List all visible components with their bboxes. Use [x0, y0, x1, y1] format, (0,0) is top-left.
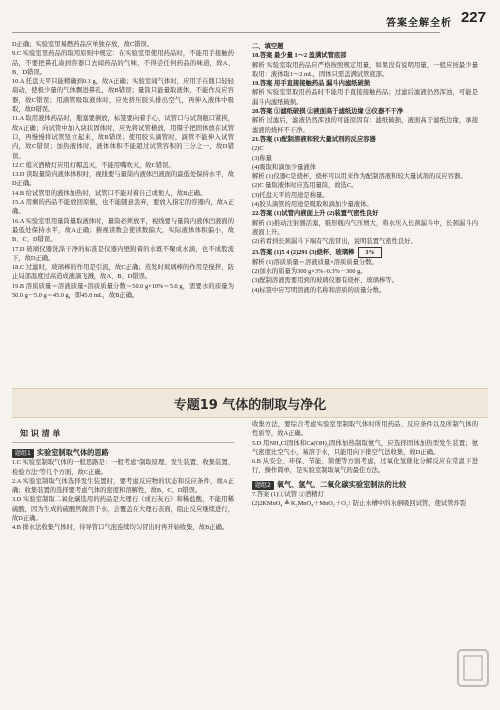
answer-line: (3)称量 — [252, 154, 272, 162]
section-heading: 二、填空题 — [252, 43, 284, 50]
topic-title: 氧气、氢气、二氧化碳实验室制法的比较 — [276, 479, 407, 489]
chapter-banner — [12, 388, 488, 418]
paragraph: 12.C 熄灭酒精灯应用灯帽盖灭，不能用嘴吹灭，故C错误。 — [12, 161, 175, 169]
analysis-line: (3)托盘天平的用途是称量。 — [252, 191, 329, 199]
paragraph: 3.D 实验室制取二氧化碳选用的药品是大理石（或石灰石）和稀盐酸，不能用稀硫酸，因为生成的硫酸钙微溶于水，会覆盖在大理石表面，阻止反应继续进行，故D正确。 — [12, 496, 234, 523]
paragraph: 9.C 实验室里药品的取用原则中规定：在实验室里使用药品时，不能用手接触药品，不要把鼻孔凑到容器口去闻药品的气味，不得尝任何药品的味道，故A、B、D错误。 — [12, 50, 234, 76]
paragraph: 1.C 实验室制取气体的一般思路是：一般考虑"制取原理、发生装置、收集装置、检验方法"等几个方面，故C正确。 — [12, 459, 234, 476]
paragraph: 10.A 托盘天平只能精确到0.1 g，故A正确；实验室闻气体时，应用手在瓶口轻轻扇动，使极少量的气体飘进鼻孔，故B错误；量筒只能量取液体，不能作反应容器，故C错误；用滴管吸取液体时，应先挤压胶头排出空气，再伸入液体中吸取，故D错误。 — [12, 78, 234, 114]
right-column — [252, 40, 478, 295]
analysis-line: (2)若看到长颈漏斗下端有气泡冒出，说明装置气密性良好。 — [252, 238, 417, 246]
answer-line: 21.答案 (1)配制溶液和较大量试剂的反应容器 — [252, 135, 376, 143]
watermark-stamp-icon — [456, 648, 490, 688]
paragraph: 18.C 过滤时，玻璃棒的作用是引流，故C正确；蒸发时玻璃棒的作用是搅拌，防止局部温度过高造成液滴飞溅，故A、B、D错误。 — [12, 264, 234, 281]
topic-tag: 题组1 — [12, 449, 34, 458]
topic-heading — [252, 480, 478, 490]
analysis-line: (3)配制溶液需要用到的玻璃仪器有烧杯、玻璃棒等。 — [252, 277, 398, 285]
analysis-line: 解析 (1)推动注射器活塞，锥形瓶内气压增大，将水压入长颈漏斗中，长颈漏斗内液面上升。 — [252, 219, 478, 236]
analysis-line: (4)标签中应写明溶液的名称和溶质的质量分数。 — [252, 286, 386, 294]
paragraph: 13.D 读取量筒内液体体积时，视线要与量筒内液体凹液面的最低处保持水平，故D正确。 — [12, 171, 234, 188]
left-column — [12, 40, 234, 300]
topic-title: 实验室制取气体的思路 — [36, 448, 109, 457]
answer-line: 18.答案 最少量 1～2 盖满试管底部 — [252, 52, 347, 60]
topic-heading — [12, 448, 234, 458]
paragraph: 16.A 实验室里用量筒量取液体时，量筒必须放平，视线要与量筒内液体凹液面的最低处保持水平，故A正确；俯视读数会使读数偏大，实际液体体积偏小，故B、C、D错误。 — [12, 217, 234, 244]
answer-line: 22.答案 (1)试管内液面上升 (2)装置气密性良好 — [252, 210, 379, 218]
paragraph: 7.答案 (1)①试管 ②酒精灯 — [252, 491, 324, 499]
paragraph: 17.D 玻璃仪器洗涤干净的标准是仪器内壁附着的水既不聚成水滴，也不成股流下，故D正确。 — [12, 245, 234, 262]
header-brand: 答案全解全析 — [386, 18, 452, 29]
analysis-line: 解析 (1)仪器C是烧杯，烧杯可以用来作为配制溶液和较大量试剂的反应容器。 — [252, 173, 467, 181]
paragraph: 19.B 溶质质量＝溶液质量×溶质质量分数＝50.0 g×10%＝5.0 g，需要水的质量为50.0 g－5.0 g＝45.0 g，即45.0 mL，故B正确。 — [12, 282, 234, 300]
analysis-line: 解析 实验室取用药品应严格按照规定用量，如果没有说明用量，一般应按最少量取用：液体取1～2 mL，固体只需盖满试管底部。 — [252, 61, 478, 78]
bottom-left-column — [12, 448, 234, 533]
answer-line: (4)吸取和滴加少量液体 — [252, 163, 317, 171]
analysis-line: (4)胶头滴管的用途是吸取和滴加少量液体。 — [252, 201, 373, 209]
header-rule — [12, 32, 440, 33]
answer-line: (2)C — [252, 145, 264, 153]
topic-tag: 题组2 — [252, 481, 274, 490]
paragraph: 收集方法，要综合考虑实验室里制取气体时所用药品、反应条件以及所制气体的性质等，故A正确。 — [252, 421, 478, 438]
paragraph: 15.A 用剩的药品不能放回原瓶，也不能随意丢弃，要放入指定的容器内，故A正确。 — [12, 199, 234, 216]
paragraph: 11.A 取用液体药品时，瓶塞要倒放，标签要向着手心，试管口与试剂瓶口紧挨，故A正确；向试管中加入块状固体时，应先将试管横放，用镊子把固体放在试管口，再慢慢将试管竖立起来，故B错误；使用胶头滴管时，滴管不能伸入试管内，故C错误；加热液体时，液体体积不能超过试管容积的三分之一，故D错误。 — [12, 115, 234, 160]
analysis-line: 解析 (1)溶质质量＝溶液质量×溶质质量分数。 — [252, 258, 378, 266]
paragraph: 6.B 从安全、环保、节能、简便等方面考虑，过氧化氢催化分解反应在常温下进行，操作简单，是实验室制取氧气的最佳方法。 — [252, 458, 478, 475]
paragraph: (2)2KMnO₄ ≜ K₂MnO₄＋MnO₂＋O₂↑ 防止水槽中的水倒吸回试管，使试管炸裂 — [252, 500, 467, 508]
page-number: 227 — [460, 9, 486, 26]
analysis-line: (2)C 量取液体时应选用量筒，故选C。 — [252, 182, 358, 190]
knowledge-list-heading: 知 识 清 单 — [20, 429, 61, 438]
paragraph: 14.B 给试管里的液体加热时，试管口不能对着自己或他人，故B正确。 — [12, 189, 207, 197]
page-header — [0, 0, 500, 34]
paragraph: D正确；实验室里易燃药品应单独存放，故C错误。 — [12, 41, 153, 48]
bottom-right-column — [252, 420, 478, 509]
paragraph: 2.A 实验室制取气体选择发生装置时，要考虑反应物的状态和反应条件，故A正确；收集装置的选择要考虑气体的密度和溶解性，故B、C、D错误。 — [12, 477, 234, 495]
answer-line — [252, 247, 478, 258]
paragraph: 4.B 排水法收集气体时，待导管口气泡连续均匀冒出时再开始收集，故B正确。 — [12, 524, 229, 532]
answer-text: 23.答案 (1)5 4 (2)291 (3)烧杯、玻璃棒 — [252, 248, 355, 256]
divider — [12, 442, 234, 443]
chapter-title: 专题19 气体的制取与净化 — [173, 398, 327, 413]
paragraph: 5.D 用NH₄Cl固体和Ca(OH)₂固体加热制取氨气，应选择固体加热型发生装置；氨气密度比空气小，易溶于水，只能用向下排空气法收集，故D正确。 — [252, 439, 478, 456]
analysis-line: 解析 过滤后，滤液仍然浑浊的可能原因有：滤纸破损，液面高于滤纸边缘，承接滤液的烧杯不干净。 — [252, 117, 478, 134]
answer-line: 20.答案 ①滤纸破损 ②液面高于滤纸边缘 ③仪器不干净 — [252, 108, 404, 116]
analysis-line: (2)加水的质量为300 g×3%÷0.3%－300 g。 — [252, 268, 367, 276]
analysis-line: 解析 实验室里取用药品时不能用手直接接触药品；过滤后滤液仍然浑浊，可能是漏斗内滤纸破损。 — [252, 89, 478, 106]
result-label-box: 3% — [358, 247, 381, 258]
answer-line: 19.答案 用手直接接触药品 漏斗内滤纸破损 — [252, 80, 371, 88]
